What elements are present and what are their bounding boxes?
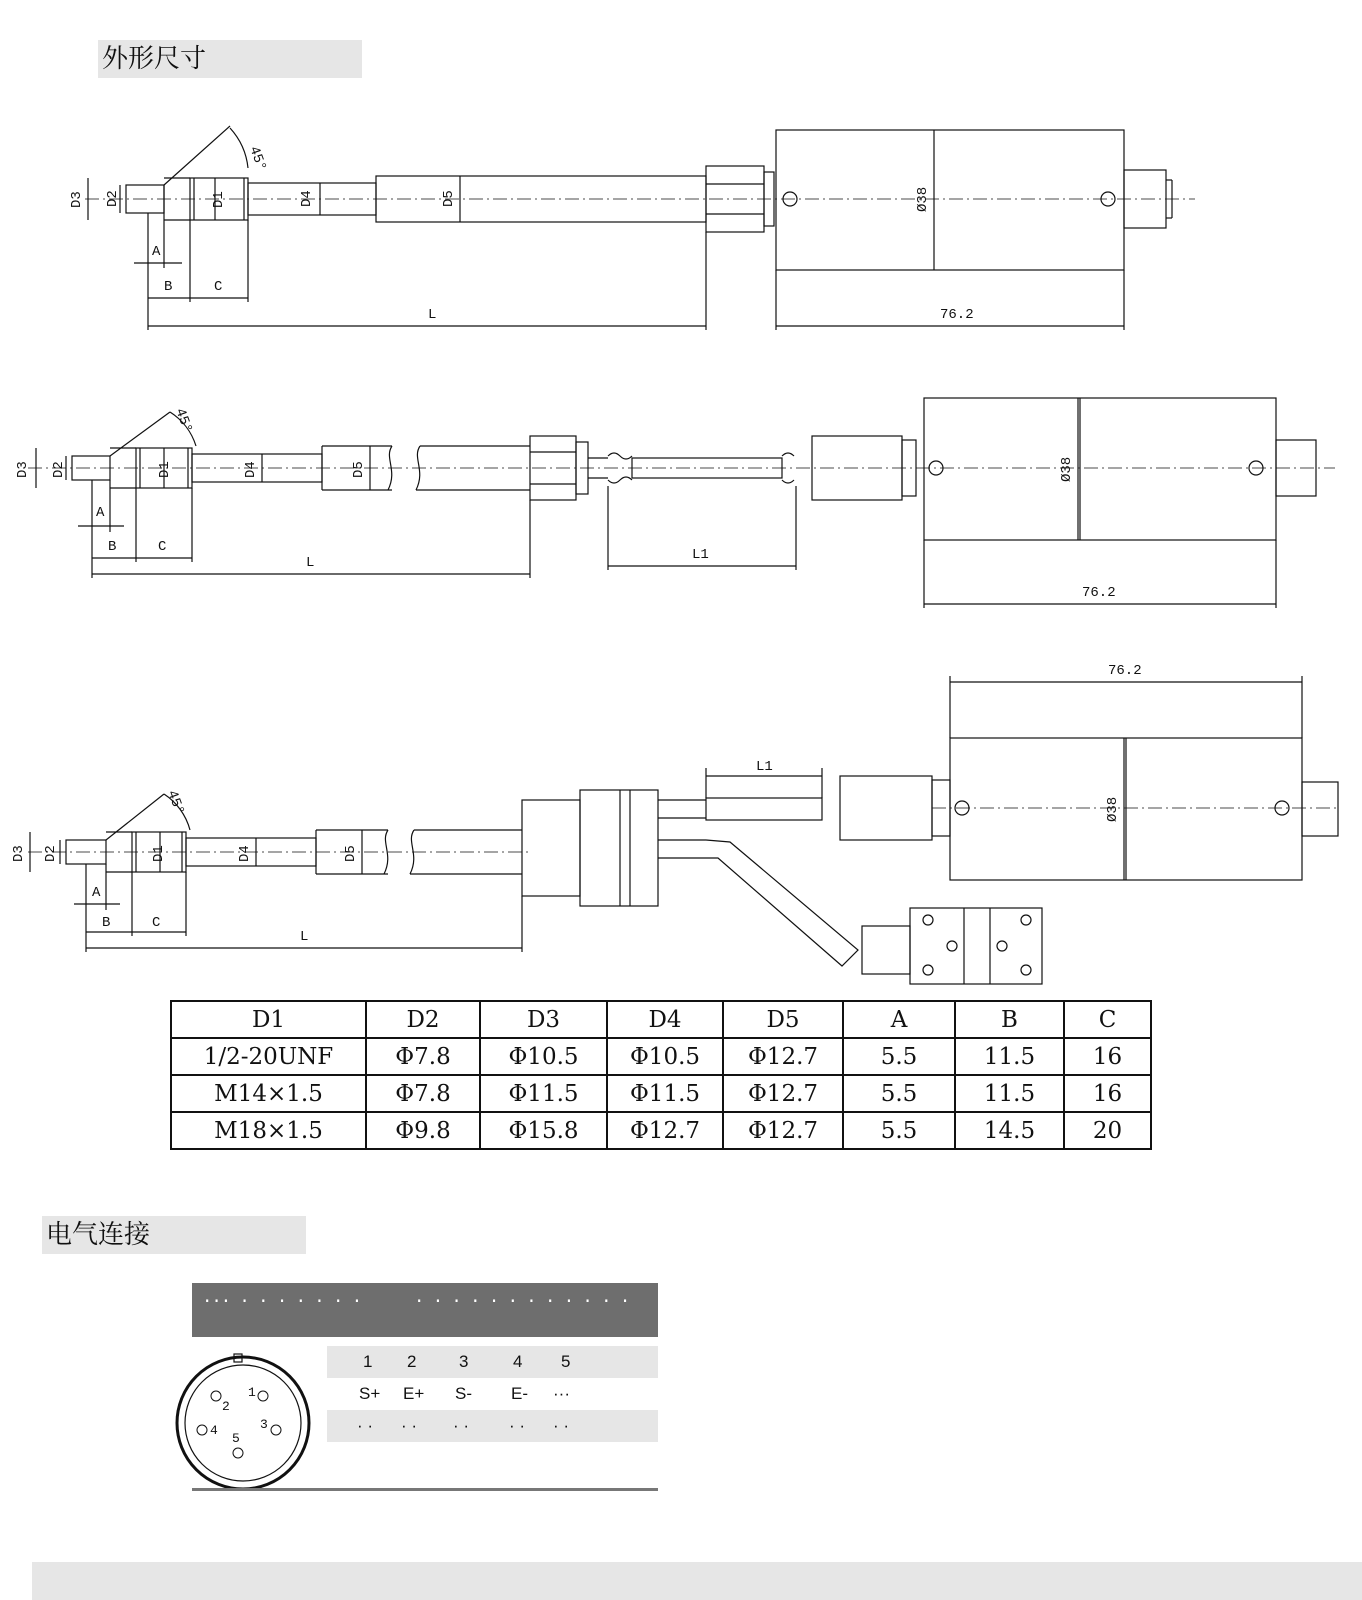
table-cell: 11.5 (955, 1038, 1064, 1075)
pin-description-row (327, 1410, 658, 1442)
d4-label-2: D4 (243, 461, 259, 478)
a-label-3: A (92, 885, 101, 901)
table-cell: Φ11.5 (607, 1075, 723, 1112)
pin-5-label: 5 (232, 1431, 240, 1446)
pin-signal: ··· (553, 1384, 570, 1403)
pin-signal: E- (511, 1384, 528, 1403)
d1-label-2: D1 (157, 461, 173, 478)
table-cell: 16 (1064, 1038, 1151, 1075)
l1-label-3: L1 (756, 759, 773, 775)
housing-length-label-2: 76.2 (1082, 585, 1116, 601)
table-cell: Φ12.7 (607, 1112, 723, 1149)
table-cell: 5.5 (843, 1038, 955, 1075)
b-label-3: B (102, 915, 111, 931)
pin-description: · · (453, 1416, 470, 1435)
a-label-2: A (96, 505, 105, 521)
diameter-label-2: Ø38 (1059, 456, 1075, 482)
pin-number: 1 (363, 1352, 373, 1371)
table-row (171, 1075, 1151, 1112)
table-cell: 11.5 (955, 1075, 1064, 1112)
header-cell: C (1064, 1001, 1151, 1038)
table-header-row (171, 1001, 1151, 1038)
d3-label: D3 (69, 191, 85, 208)
table-cell: Φ7.8 (366, 1038, 480, 1075)
header-cell: D1 (171, 1001, 366, 1038)
d5-label-2: D5 (351, 461, 367, 478)
c-label-2: C (158, 539, 167, 555)
pin-number-row (327, 1346, 658, 1378)
c-label-3: C (152, 915, 161, 931)
table-row (171, 1112, 1151, 1149)
pin-signal: S+ (359, 1384, 381, 1403)
table-cell: Φ10.5 (607, 1038, 723, 1075)
l-label: L (428, 307, 437, 323)
l-label-2: L (306, 555, 315, 571)
d5-label: D5 (441, 190, 457, 207)
l-label-3: L (300, 929, 309, 945)
pin-3-label: 3 (260, 1417, 268, 1432)
d5-label-3: D5 (343, 845, 359, 862)
d4-label: D4 (299, 190, 315, 207)
housing-length-label: 76.2 (940, 307, 974, 323)
pin-description: · · (509, 1416, 526, 1435)
pin-signal: S- (455, 1384, 472, 1403)
d4-label-3: D4 (237, 845, 253, 862)
pin-number: 3 (459, 1352, 469, 1371)
table-cell: Φ15.8 (480, 1112, 607, 1149)
d2-label: D2 (105, 190, 121, 207)
table-cell: Φ7.8 (366, 1075, 480, 1112)
table-cell: Φ12.7 (723, 1038, 843, 1075)
sensor-drawing-rigid (69, 126, 1195, 330)
d2-label-3: D2 (43, 845, 59, 862)
l1-label-2: L1 (692, 547, 709, 563)
diameter-label: Ø38 (915, 186, 931, 212)
pin-4-label: 4 (210, 1423, 218, 1438)
header-cell: B (955, 1001, 1064, 1038)
housing-length-label-3: 76.2 (1108, 663, 1142, 679)
table-cell: Φ12.7 (723, 1075, 843, 1112)
dimension-table (170, 1000, 1152, 1150)
dimension-drawing (0, 95, 1362, 985)
d3-label-3: D3 (11, 845, 27, 862)
header-cell: D2 (366, 1001, 480, 1038)
diameter-label-3: Ø38 (1105, 796, 1121, 822)
table-cell: 5.5 (843, 1112, 955, 1149)
sensor-drawing-flexible (15, 398, 1335, 608)
d2-label-2: D2 (51, 461, 67, 478)
dimensions-section-title: 外形尺寸 (98, 40, 362, 78)
pin-1-label: 1 (248, 1385, 256, 1400)
header-cell: D3 (480, 1001, 607, 1038)
header-left-text: ··· · · · · · · · (204, 1289, 364, 1313)
connector-face-diagram (168, 1348, 318, 1498)
b-label-2: B (108, 539, 117, 555)
pin-signal: E+ (403, 1384, 425, 1403)
pin-description: · · (357, 1416, 374, 1435)
footer-bar (32, 1562, 1362, 1600)
pin-description: · · (401, 1416, 418, 1435)
header-cell: D4 (607, 1001, 723, 1038)
pin-2-label: 2 (222, 1399, 230, 1414)
table-cell: 1/2-20UNF (171, 1038, 366, 1075)
pin-number: 2 (407, 1352, 417, 1371)
d1-label-3: D1 (151, 845, 167, 862)
pin-number: 5 (561, 1352, 571, 1371)
angle-label-2: 45° (171, 406, 195, 436)
sensor-drawing-with-thermocouple (11, 663, 1340, 984)
table-row (171, 1038, 1151, 1075)
pin-description: · · (553, 1416, 570, 1435)
connector-table-header (192, 1283, 658, 1337)
pin-number: 4 (513, 1352, 523, 1371)
header-cell: D5 (723, 1001, 843, 1038)
table-cell: Φ11.5 (480, 1075, 607, 1112)
header-right-text: · · · · · · · · · · · · (416, 1289, 632, 1313)
table-cell: Φ10.5 (480, 1038, 607, 1075)
a-label: A (152, 244, 161, 260)
electrical-section-title: 电气连接 (42, 1216, 306, 1254)
table-cell: 16 (1064, 1075, 1151, 1112)
table-cell: M18×1.5 (171, 1112, 366, 1149)
angle-label: 45° (245, 144, 269, 174)
d3-label-2: D3 (15, 461, 31, 478)
pin-signal-row (327, 1378, 658, 1410)
d1-label: D1 (211, 191, 227, 208)
table-cell: Φ9.8 (366, 1112, 480, 1149)
header-cell: A (843, 1001, 955, 1038)
b-label: B (164, 279, 173, 295)
table-cell: 20 (1064, 1112, 1151, 1149)
angle-label-3: 45° (163, 788, 187, 818)
table-cell: 5.5 (843, 1075, 955, 1112)
table-cell: 14.5 (955, 1112, 1064, 1149)
table-cell: Φ12.7 (723, 1112, 843, 1149)
c-label: C (214, 279, 223, 295)
connector-table-base-line (192, 1488, 658, 1491)
table-cell: M14×1.5 (171, 1075, 366, 1112)
